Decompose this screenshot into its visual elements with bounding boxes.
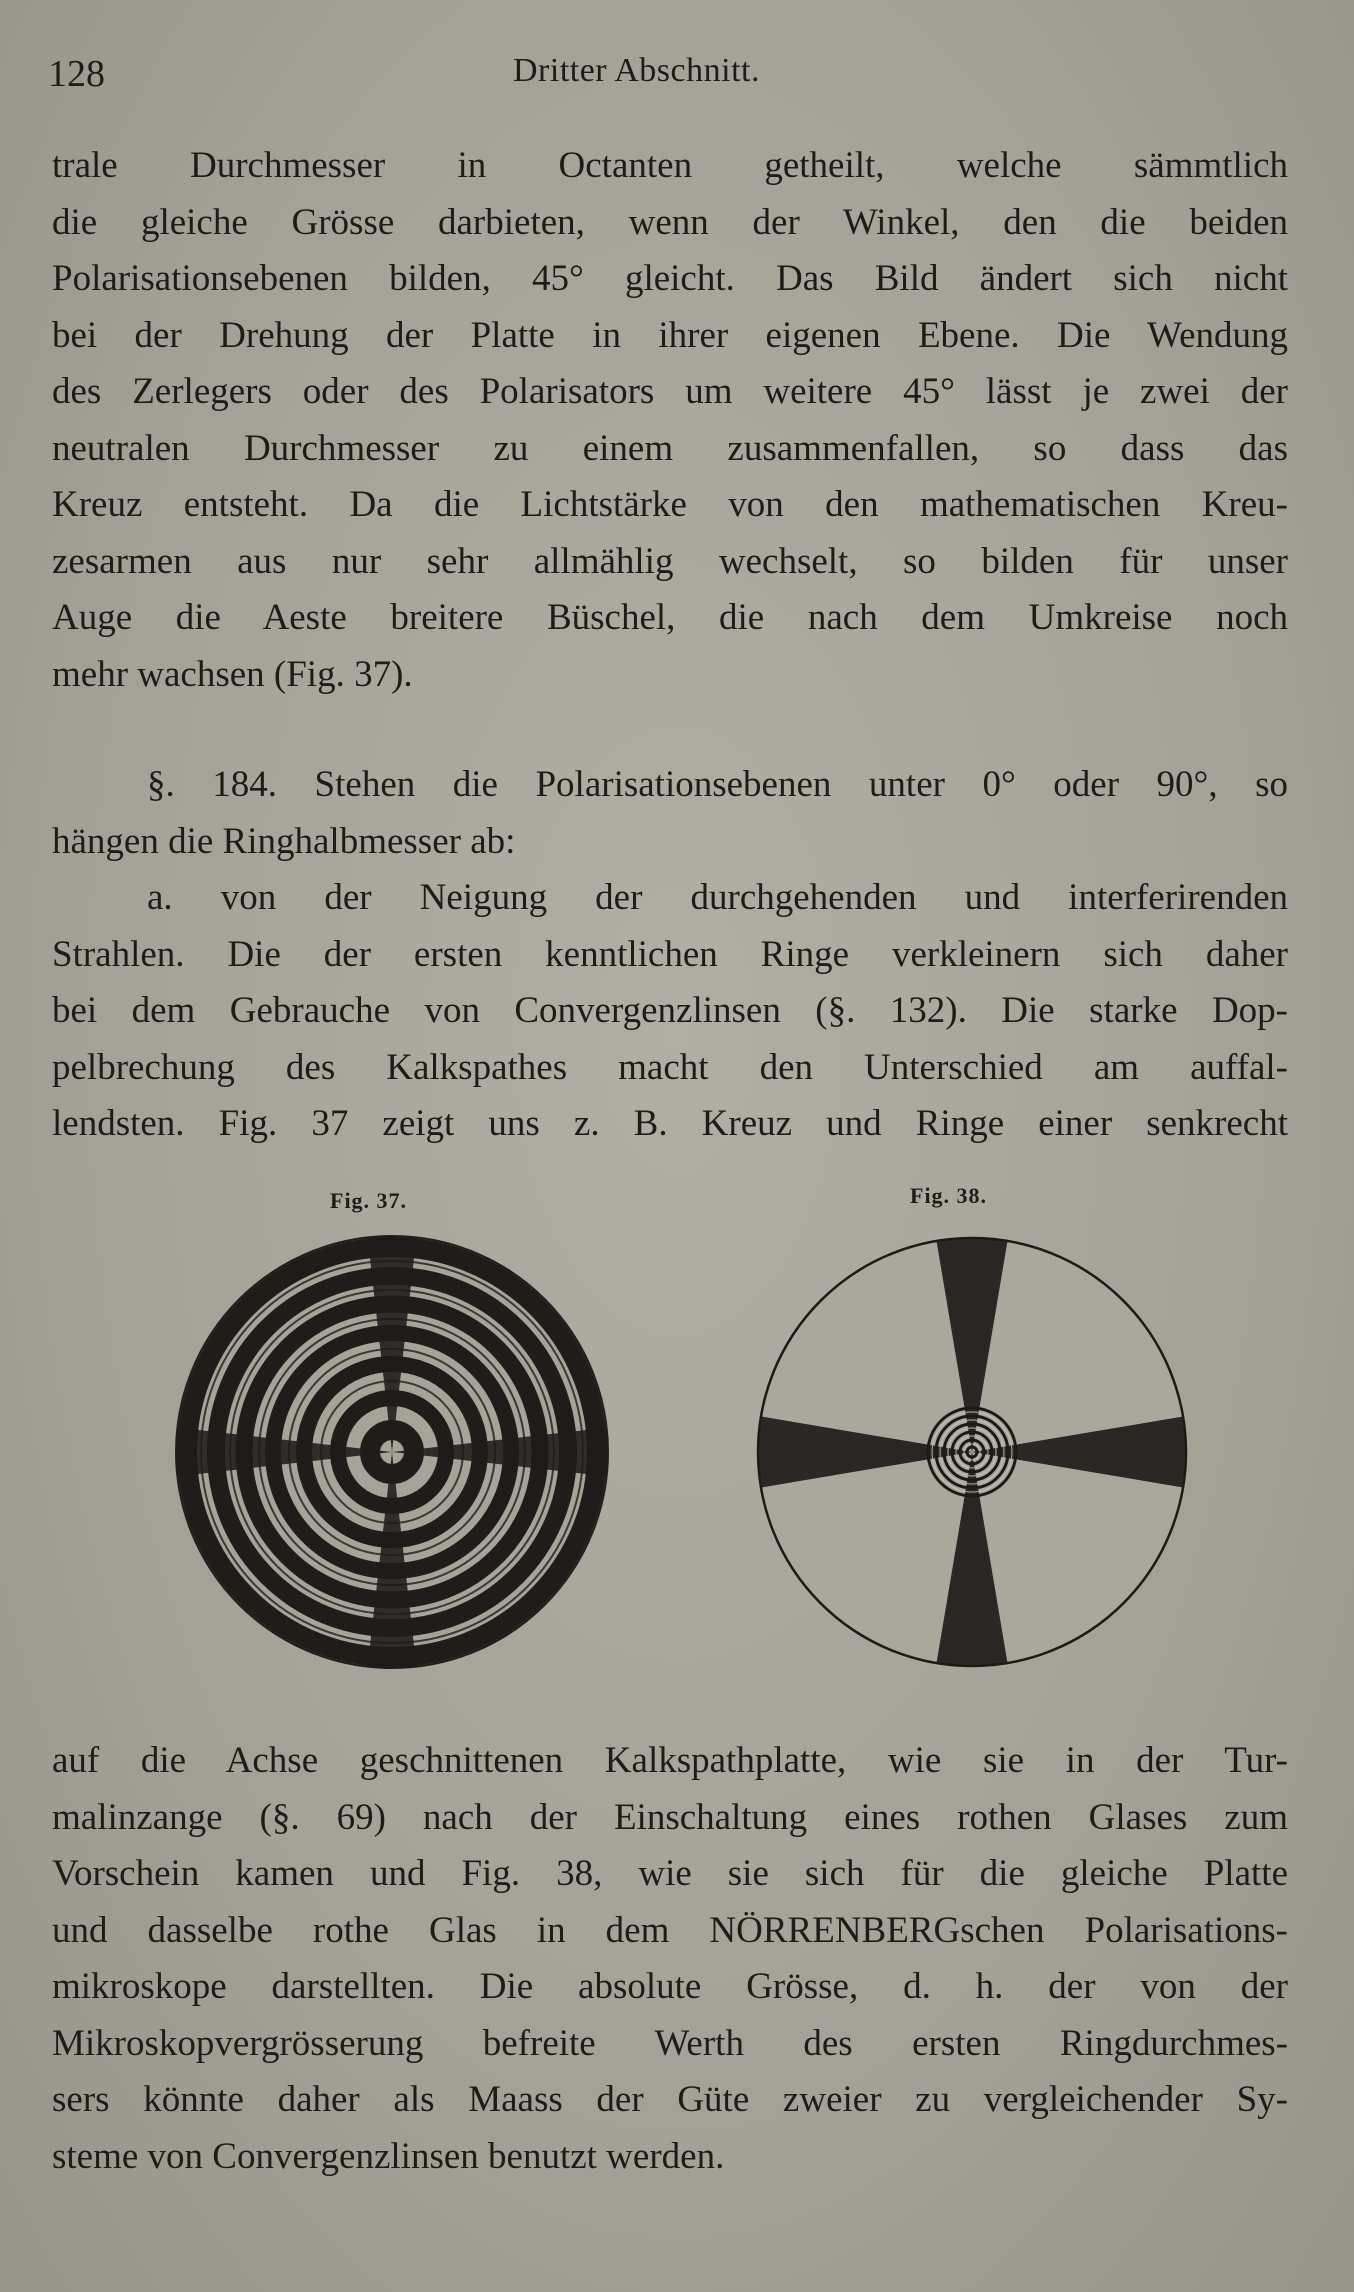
- text-line: die gleiche Grösse darbieten, wenn der Winkel, den die beiden: [52, 201, 1288, 243]
- text-line: a. von der Neigung der durchgehenden und interferirenden: [147, 877, 1288, 918]
- figure-37-rings-illustration: [172, 1232, 612, 1672]
- text-line: Strahlen. Die der ersten kenntlichen Ringe verkleinern sich daher: [52, 933, 1288, 975]
- page-number: 128: [48, 53, 105, 95]
- paragraph-section-184: [52, 757, 1288, 1153]
- text-line: sers könnte daher als Maass der Güte zweier zu vergleichender Sy-: [52, 2079, 1288, 2120]
- text-line: und dasselbe rothe Glas in dem NÖRRENBERGschen Polarisations-: [52, 1909, 1288, 1951]
- paragraph-continued: [52, 138, 1288, 703]
- text-line: hängen die Ringhalbmesser ab:: [52, 820, 516, 862]
- figure-37-caption: Fig. 37.: [330, 1188, 408, 1213]
- text-line: §. 184. Stehen die Polarisationsebenen unter 0° oder 90°, so: [147, 764, 1288, 805]
- paragraph-figure-explanation: [52, 1733, 1288, 2185]
- text-line: Kreuz entsteht. Da die Lichtstärke von den mathematischen Kreu-: [52, 484, 1288, 525]
- text-line: Vorschein kamen und Fig. 38, wie sie sich für die gleiche Platte: [52, 1853, 1288, 1894]
- text-line: trale Durchmesser in Octanten getheilt, welche sämmtlich: [52, 145, 1288, 186]
- text-line: steme von Convergenzlinsen benutzt werden.: [52, 2135, 725, 2177]
- text-line: mehr wachsen (Fig. 37).: [52, 653, 413, 695]
- text-line: malinzange (§. 69) nach der Einschaltung eines rothen Glases zum: [52, 1796, 1288, 1838]
- text-line: pelbrechung des Kalkspathes macht den Unterschied am auffal-: [52, 1046, 1288, 1088]
- figure-38-caption: Fig. 38.: [910, 1183, 988, 1208]
- text-line: bei dem Gebrauche von Convergenzlinsen (§. 132). Die starke Dop-: [52, 990, 1288, 1031]
- running-head: [48, 52, 1288, 102]
- text-line: Auge die Aeste breitere Büschel, die nach dem Umkreise noch: [52, 597, 1288, 638]
- text-line: auf die Achse geschnittenen Kalkspathplatte, wie sie in der Tur-: [52, 1740, 1288, 1781]
- text-line: Mikroskopvergrösserung befreite Werth des ersten Ringdurchmes-: [52, 2022, 1288, 2064]
- text-line: mikroskope darstellten. Die absolute Grösse, d. h. der von der: [52, 1966, 1288, 2007]
- text-line: Polarisationsebenen bilden, 45° gleicht. Das Bild ändert sich nicht: [52, 258, 1288, 299]
- text-line: des Zerlegers oder des Polarisators um weitere 45° lässt je zwei der: [52, 371, 1288, 412]
- text-line: bei der Drehung der Platte in ihrer eigenen Ebene. Die Wendung: [52, 314, 1288, 356]
- text-line: neutralen Durchmesser zu einem zusammenfallen, so dass das: [52, 427, 1288, 469]
- text-line: zesarmen aus nur sehr allmählig wechselt, so bilden für unser: [52, 540, 1288, 582]
- figure-38-cross-illustration: [752, 1232, 1192, 1672]
- text-line: lendsten. Fig. 37 zeigt uns z. B. Kreuz und Ringe einer senkrecht: [52, 1103, 1288, 1144]
- section-title: Dritter Abschnitt.: [513, 52, 760, 89]
